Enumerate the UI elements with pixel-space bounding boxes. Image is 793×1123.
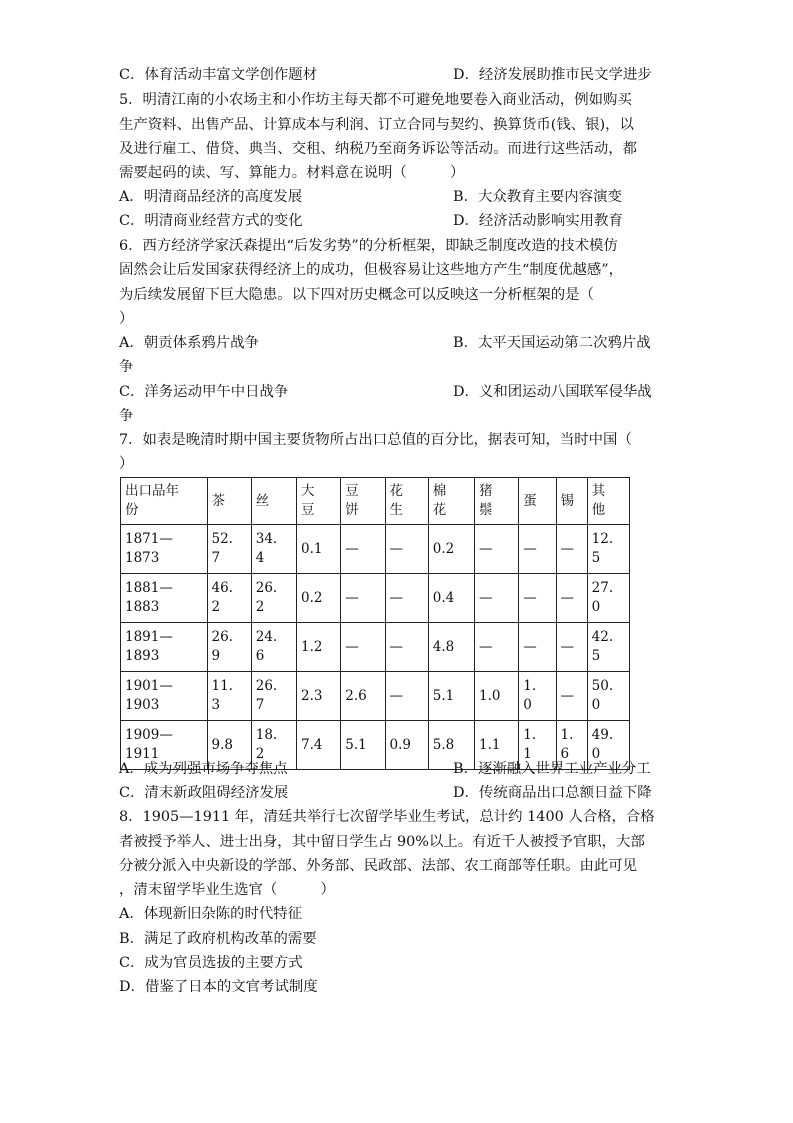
q7-option-d: D．传统商品出口总额日益下降 (453, 785, 652, 801)
table-cell: — (519, 574, 556, 623)
table-cell: 12. 5 (587, 525, 629, 574)
table-cell: — (556, 525, 587, 574)
table-cell: 5.1 (428, 672, 474, 721)
table-header-cell: 猪 鬃 (475, 478, 519, 525)
export-share-table (120, 477, 630, 770)
table-header-cell: 其 他 (587, 478, 629, 525)
q5-option-d: D．经济活动影响实用教育 (453, 213, 623, 229)
q8-option-b: B．满足了政府机构改革的需要 (119, 931, 317, 947)
table-cell: 0.4 (428, 574, 474, 623)
table-cell: 46. 2 (207, 574, 251, 623)
table-cell: — (475, 525, 519, 574)
table-header-cell: 茶 (207, 478, 251, 525)
table-cell: — (556, 574, 587, 623)
q5-stem-line: 需要起码的读、写、算能力。材料意在说明（ ） (119, 165, 465, 181)
table-cell: 1901— 1903 (121, 672, 208, 721)
table-cell: 0.2 (297, 574, 341, 623)
table-cell: 26. 7 (251, 672, 296, 721)
q5-option-c: C．明清商业经营方式的变化 (119, 213, 303, 229)
table-header-row (121, 478, 630, 525)
table-cell: 1909— 1911 (121, 721, 208, 770)
q7-stem-line: ） (119, 456, 134, 472)
q5-stem-line: 生产资料、出售产品、计算成本与利润、订立合同与契约、换算货币(钱、银)，以 (119, 117, 634, 133)
table-cell: 0.9 (385, 721, 428, 770)
q8-option-c: C．成为官员选拔的主要方式 (119, 955, 303, 971)
q7-option-c: C．清末新政阻碍经济发展 (119, 785, 289, 801)
table-cell: — (556, 623, 587, 672)
table-cell: — (341, 623, 385, 672)
table-cell: 2.6 (341, 672, 385, 721)
table-row (121, 623, 630, 672)
q5-option-b: B．大众教育主要内容演变 (453, 189, 622, 205)
table-cell: — (385, 623, 428, 672)
table-header-cell: 豆 饼 (341, 478, 385, 525)
q4-option-d: D．经济发展助推市民文学进步 (453, 67, 652, 83)
table-cell: — (556, 672, 587, 721)
table-cell: — (341, 574, 385, 623)
table-cell: 11. 3 (207, 672, 251, 721)
table-row (121, 574, 630, 623)
table-cell: 1871— 1873 (121, 525, 208, 574)
q6-option-c: C．洋务运动甲午中日战争 (119, 384, 289, 400)
q5-option-a: A．明清商品经济的高度发展 (119, 189, 303, 205)
q6-option-d-wrap: 争 (119, 408, 134, 424)
table-header-cell: 出口品年 份 (121, 478, 208, 525)
table-cell: — (385, 525, 428, 574)
table-header-cell: 锡 (556, 478, 587, 525)
table-cell: — (475, 623, 519, 672)
table-cell: 0.2 (428, 525, 474, 574)
table-cell: 1891— 1893 (121, 623, 208, 672)
table-cell: 5.8 (428, 721, 474, 770)
q8-stem-line: 8．1905—1911 年，清廷共举行七次留学毕业生考试，总计约 1400 人合格，合格 (119, 809, 655, 825)
q8-option-d: D．借鉴了日本的文官考试制度 (119, 979, 318, 995)
table-cell: — (341, 525, 385, 574)
table-cell: 7.4 (297, 721, 341, 770)
q5-stem-line: 5．明清江南的小农场主和小作坊主每天都不可避免地要卷入商业活动，例如购买 (119, 92, 632, 108)
table-cell: 1. 6 (556, 721, 587, 770)
q6-option-a: A．朝贡体系鸦片战争 (119, 335, 259, 351)
q8-option-a: A．体现新旧杂陈的时代特征 (119, 906, 303, 922)
q4-option-c: C．体育活动丰富文学创作题材 (119, 67, 318, 83)
table-cell: 4.8 (428, 623, 474, 672)
table-cell: 24. 6 (251, 623, 296, 672)
table-cell: 1. 1 (519, 721, 556, 770)
table-header-cell: 花 生 (385, 478, 428, 525)
table-cell: 34. 4 (251, 525, 296, 574)
table-cell: 52. 7 (207, 525, 251, 574)
q6-stem-line: 6．西方经济学家沃森提出“后发劣势”的分析框架，即缺乏制度改造的技术模仿 (119, 238, 618, 254)
table-cell: 2.3 (297, 672, 341, 721)
q6-stem-line: 为后续发展留下巨大隐患。以下四对历史概念可以反映这一分析框架的是（ (119, 287, 594, 303)
table-cell: — (519, 623, 556, 672)
q8-stem-line: 者被授予举人、进士出身，其中留日学生占 90%以上。有近千人被授予官职，大部 (119, 834, 645, 850)
table-cell: 42. 5 (587, 623, 629, 672)
table-header-cell: 蛋 (519, 478, 556, 525)
table-cell: 1.0 (475, 672, 519, 721)
q6-option-d: D．义和团运动八国联军侵华战 (453, 384, 652, 400)
q5-stem-line: 及进行雇工、借贷、典当、交租、纳税乃至商务诉讼等活动。而进行这些活动，都 (119, 141, 638, 157)
table-cell: 1. 0 (519, 672, 556, 721)
table-header-cell: 棉 花 (428, 478, 474, 525)
q6-stem-line: 固然会让后发国家获得经济上的成功，但极容易让这些地方产生“制度优越感”， (119, 262, 623, 278)
table-cell: 1.1 (475, 721, 519, 770)
table-cell: 0.1 (297, 525, 341, 574)
table-header-cell: 丝 (251, 478, 296, 525)
table-cell: — (385, 672, 428, 721)
q6-option-b: B．太平天国运动第二次鸦片战 (453, 335, 651, 351)
q7-stem-line: 7．如表是晚清时期中国主要货物所占出口总值的百分比，据表可知，当时中国（ (119, 432, 632, 448)
table-cell: 18. 2 (251, 721, 296, 770)
table-cell: 1.2 (297, 623, 341, 672)
table-cell: — (519, 525, 556, 574)
table-cell: 26. 2 (251, 574, 296, 623)
table-cell: 5.1 (341, 721, 385, 770)
table-header-cell: 大 豆 (297, 478, 341, 525)
q7-option-b: B．逐渐融入世界工业产业分工 (453, 761, 651, 777)
table-cell: 9.8 (207, 721, 251, 770)
table-cell: 1881— 1883 (121, 574, 208, 623)
q7-option-a: A．成为列强市场争夺焦点 (119, 761, 288, 777)
table-cell: 50. 0 (587, 672, 629, 721)
table-cell: 49. 0 (587, 721, 629, 770)
table-cell: — (385, 574, 428, 623)
q6-stem-line: ） (119, 311, 134, 327)
q6-option-b-wrap: 争 (119, 359, 134, 375)
table-cell: 26. 9 (207, 623, 251, 672)
q8-stem-line: 分被分派入中央新设的学部、外务部、民政部、法部、农工商部等任职。由此可见 (119, 858, 638, 874)
table-row (121, 525, 630, 574)
table-row (121, 672, 630, 721)
table-cell: — (475, 574, 519, 623)
table-cell: 27. 0 (587, 574, 629, 623)
q8-stem-line: ，清末留学毕业生选官（ ） (119, 882, 335, 898)
